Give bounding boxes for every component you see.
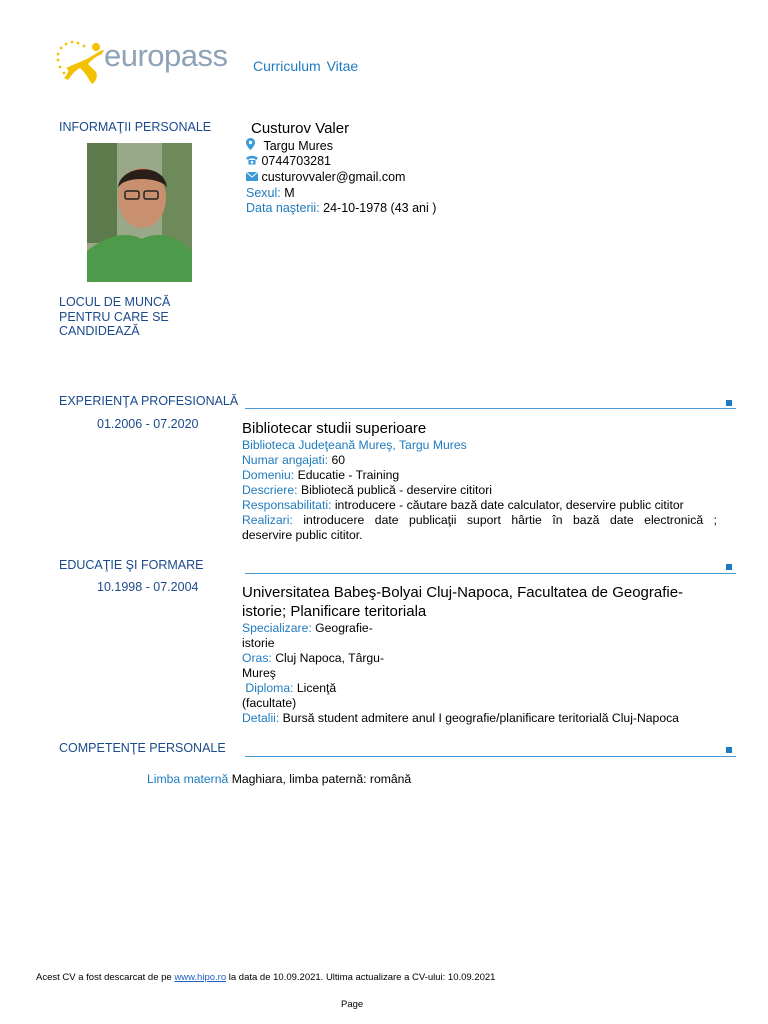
section-marker: [726, 564, 732, 570]
page-label: Page: [341, 999, 364, 1010]
birth-value: 24-10-1978 (43 ani ): [323, 201, 437, 215]
footer-note: Acest CV a fost descarcat de pe www.hipo.ro la data de 10.09.2021. Ultima actualizare a CV-ului: 10.09.2021: [36, 972, 496, 983]
profile-photo: [87, 143, 192, 282]
email-line: [246, 170, 405, 184]
section-divider: [245, 408, 736, 409]
section-label-personal: INFORMAŢII PERSONALE: [59, 120, 212, 134]
mother-tongue-value: Maghiara, limba paternă: română: [231, 772, 412, 786]
experience-date: 01.2006 - 07.2020: [97, 417, 199, 431]
birth-label: Data naşterii:: [246, 201, 320, 215]
section-label-experience: EXPERIENŢA PROFESIONALĂ: [59, 394, 239, 408]
location-line: [246, 138, 333, 153]
document-title: Curriculum Vitae: [253, 58, 359, 74]
email-text: custurovvaler@gmail.com: [261, 170, 406, 184]
sex-line: [246, 186, 295, 200]
education-date: 10.1998 - 07.2004: [97, 580, 199, 594]
education-title: Universitatea Babeş-Bolyai Cluj-Napoca, Facultatea de Geografie- istorie; Planificare teritoriala: [242, 584, 684, 620]
birth-line: [246, 201, 436, 215]
sex-label: Sexul:: [246, 186, 281, 200]
section-marker: [726, 747, 732, 753]
location-text: Targu Mures: [263, 139, 333, 153]
europass-figure-icon: [52, 38, 112, 93]
email-icon: [246, 170, 258, 184]
phone-icon: [246, 154, 258, 168]
section-label-education: EDUCAŢIE ŞI FORMARE: [59, 558, 204, 572]
section-divider: [245, 573, 736, 574]
hipo-link[interactable]: www.hipo.ro: [174, 972, 227, 983]
location-pin-icon: [246, 138, 256, 153]
section-divider: [245, 756, 736, 757]
mother-tongue-label: Limba maternă: [147, 772, 229, 786]
europass-logo: [52, 38, 227, 93]
mother-tongue-line: [147, 772, 411, 787]
section-label-job-target: LOCUL DE MUNCĂ PENTRU CARE SE CANDIDEAZĂ: [59, 295, 171, 338]
experience-details: Biblioteca Judeţeană Mureş, Targu Mures Numar angajati: 60 Domeniu: Educatie - Training Descriere: Bibliotecă publică - deservire cititori Responsabilitati: introducere - căutare bază date calculator, deservire public cititor Realizari: introducere date publicaţii suport hârtie în bază date electronică ; deservire public cititor.: [242, 438, 717, 542]
phone-text: 0744703281: [261, 154, 332, 168]
experience-title: Bibliotecar studii superioare: [242, 420, 427, 437]
logo-wordmark: europass: [104, 38, 228, 73]
section-label-competences: COMPETENŢE PERSONALE: [59, 741, 226, 755]
full-name: Custurov Valer: [251, 120, 350, 137]
education-details: Specializare: Geografie- istorie Oras: Cluj Napoca, Târgu- Mureş Diploma: Licenţă (facultate) Detalii: Bursă student admitere anul I geografie/planificare teritorială Cluj-Napoca: [242, 621, 679, 725]
sex-value: M: [284, 186, 295, 200]
section-marker: [726, 400, 732, 406]
phone-line: [246, 154, 331, 168]
experience-employer: Biblioteca Judeţeană Mureş, Targu Mures: [242, 438, 467, 452]
